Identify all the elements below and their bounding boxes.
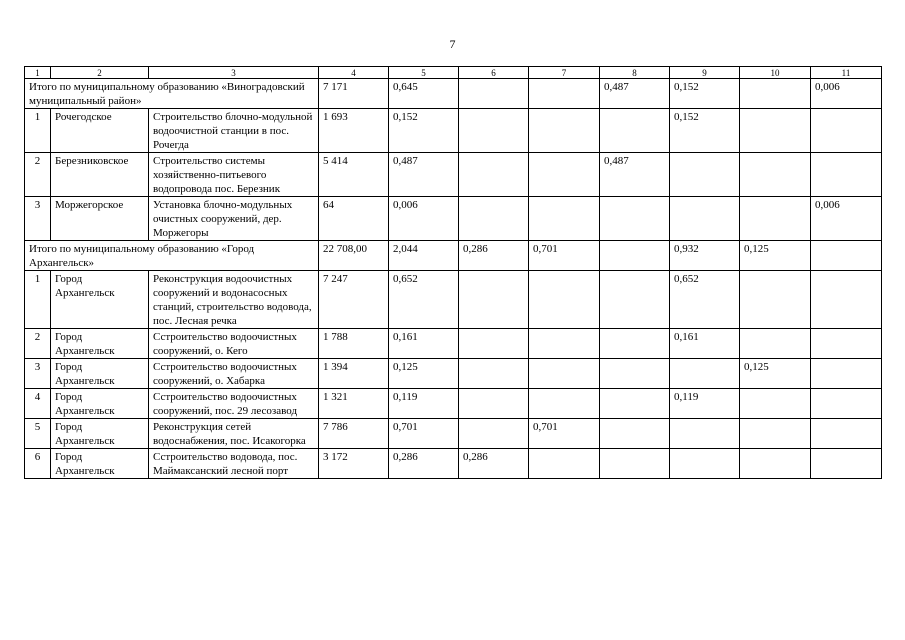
value-cell: 0,161 xyxy=(670,329,740,359)
column-header: 11 xyxy=(811,67,882,79)
value-cell xyxy=(811,241,882,271)
value-cell xyxy=(600,449,670,479)
row-number: 2 xyxy=(25,153,51,197)
column-header: 8 xyxy=(600,67,670,79)
value-cell xyxy=(529,109,600,153)
value-cell xyxy=(600,271,670,329)
value-cell xyxy=(670,153,740,197)
value-cell xyxy=(811,389,882,419)
object-description: Строительство системы хозяйственно-питьевого водопровода пос. Березник xyxy=(149,153,319,197)
value-cell: 0,487 xyxy=(600,79,670,109)
value-cell xyxy=(459,359,529,389)
table-row xyxy=(25,109,882,153)
table-row xyxy=(25,329,882,359)
value-cell xyxy=(740,79,811,109)
municipality-name: Город Архангельск xyxy=(51,419,149,449)
value-cell: 0,645 xyxy=(389,79,459,109)
value-cell xyxy=(740,449,811,479)
summary-label: Итого по муниципальному образованию «Виноградовский муниципальный район» xyxy=(25,79,319,109)
value-cell xyxy=(670,449,740,479)
value-cell xyxy=(459,271,529,329)
municipality-name: Город Архангельск xyxy=(51,329,149,359)
value-cell: 0,125 xyxy=(740,241,811,271)
value-cell xyxy=(459,109,529,153)
value-cell xyxy=(529,153,600,197)
value-cell xyxy=(529,359,600,389)
value-cell: 2,044 xyxy=(389,241,459,271)
value-cell xyxy=(811,329,882,359)
municipality-name: Моржегорское xyxy=(51,197,149,241)
value-cell xyxy=(529,79,600,109)
value-cell xyxy=(459,389,529,419)
value-cell: 0,286 xyxy=(459,449,529,479)
value-cell xyxy=(529,329,600,359)
value-cell xyxy=(600,241,670,271)
value-cell xyxy=(740,389,811,419)
value-cell: 0,652 xyxy=(670,271,740,329)
column-header: 2 xyxy=(51,67,149,79)
object-description: Сстроительство водоочистных сооружений, о. Кего xyxy=(149,329,319,359)
value-cell xyxy=(740,109,811,153)
summary-row xyxy=(25,79,882,109)
value-cell xyxy=(600,109,670,153)
value-cell: 0,119 xyxy=(389,389,459,419)
value-cell: 0,932 xyxy=(670,241,740,271)
value-cell xyxy=(459,197,529,241)
value-cell xyxy=(670,419,740,449)
value-cell: 7 171 xyxy=(319,79,389,109)
value-cell xyxy=(459,153,529,197)
value-cell xyxy=(600,359,670,389)
value-cell xyxy=(670,197,740,241)
value-cell xyxy=(529,449,600,479)
value-cell: 1 394 xyxy=(319,359,389,389)
value-cell: 0,125 xyxy=(740,359,811,389)
value-cell: 1 693 xyxy=(319,109,389,153)
value-cell: 3 172 xyxy=(319,449,389,479)
value-cell xyxy=(529,271,600,329)
table-row xyxy=(25,389,882,419)
column-header: 4 xyxy=(319,67,389,79)
value-cell xyxy=(811,419,882,449)
column-header: 5 xyxy=(389,67,459,79)
value-cell: 0,701 xyxy=(389,419,459,449)
object-description: Сстроительство водоочистных сооружений, о. Хабарка xyxy=(149,359,319,389)
value-cell: 0,006 xyxy=(389,197,459,241)
value-cell xyxy=(811,449,882,479)
municipality-name: Рочегодское xyxy=(51,109,149,153)
summary-label: Итого по муниципальному образованию «Город Архангельск» xyxy=(25,241,319,271)
data-table xyxy=(24,66,882,479)
table-row xyxy=(25,153,882,197)
row-number: 2 xyxy=(25,329,51,359)
value-cell xyxy=(600,389,670,419)
value-cell: 0,652 xyxy=(389,271,459,329)
value-cell: 22 708,00 xyxy=(319,241,389,271)
value-cell xyxy=(811,109,882,153)
value-cell xyxy=(811,153,882,197)
object-description: Сстроительство водоочистных сооружений, пос. 29 лесозавод xyxy=(149,389,319,419)
object-description: Реконструкция сетей водоснабжения, пос. Исакогорка xyxy=(149,419,319,449)
municipality-name: Город Архангельск xyxy=(51,389,149,419)
table-row xyxy=(25,419,882,449)
value-cell: 7 786 xyxy=(319,419,389,449)
column-header: 3 xyxy=(149,67,319,79)
value-cell: 7 247 xyxy=(319,271,389,329)
value-cell: 0,286 xyxy=(459,241,529,271)
value-cell: 0,701 xyxy=(529,241,600,271)
value-cell xyxy=(459,329,529,359)
column-header: 6 xyxy=(459,67,529,79)
object-description: Реконструкция водоочистных сооружений и водонасосных станций, строительство водовода, пос. Лесная речка xyxy=(149,271,319,329)
value-cell xyxy=(811,359,882,389)
column-header: 10 xyxy=(740,67,811,79)
table-row xyxy=(25,271,882,329)
value-cell: 0,125 xyxy=(389,359,459,389)
row-number: 4 xyxy=(25,389,51,419)
value-cell: 0,701 xyxy=(529,419,600,449)
value-cell: 0,006 xyxy=(811,79,882,109)
value-cell: 1 321 xyxy=(319,389,389,419)
value-cell: 0,152 xyxy=(389,109,459,153)
summary-row xyxy=(25,241,882,271)
value-cell xyxy=(811,271,882,329)
page-number: 7 xyxy=(449,37,456,51)
value-cell: 0,006 xyxy=(811,197,882,241)
row-number: 6 xyxy=(25,449,51,479)
value-cell: 0,152 xyxy=(670,79,740,109)
value-cell xyxy=(600,197,670,241)
value-cell xyxy=(529,389,600,419)
value-cell: 0,286 xyxy=(389,449,459,479)
value-cell xyxy=(529,197,600,241)
object-description: Строительство блочно-модульной водоочистной станции в пос. Рочегда xyxy=(149,109,319,153)
row-number: 3 xyxy=(25,359,51,389)
row-number: 5 xyxy=(25,419,51,449)
value-cell: 0,487 xyxy=(600,153,670,197)
value-cell xyxy=(740,197,811,241)
value-cell: 0,119 xyxy=(670,389,740,419)
value-cell xyxy=(670,359,740,389)
column-header: 9 xyxy=(670,67,740,79)
object-description: Сстроительство водовода, пос. Маймаксанский лесной порт xyxy=(149,449,319,479)
value-cell: 5 414 xyxy=(319,153,389,197)
column-header: 7 xyxy=(529,67,600,79)
value-cell: 0,161 xyxy=(389,329,459,359)
value-cell: 1 788 xyxy=(319,329,389,359)
row-number: 1 xyxy=(25,109,51,153)
row-number: 3 xyxy=(25,197,51,241)
value-cell xyxy=(459,79,529,109)
value-cell: 0,487 xyxy=(389,153,459,197)
municipality-name: Березниковское xyxy=(51,153,149,197)
value-cell xyxy=(740,329,811,359)
municipality-name: Город Архангельск xyxy=(51,271,149,329)
value-cell: 0,152 xyxy=(670,109,740,153)
row-number: 1 xyxy=(25,271,51,329)
value-cell xyxy=(459,419,529,449)
column-header: 1 xyxy=(25,67,51,79)
municipality-name: Город Архангельск xyxy=(51,449,149,479)
object-description: Установка блочно-модульных очистных сооружений, дер. Моржегоры xyxy=(149,197,319,241)
value-cell xyxy=(740,271,811,329)
table-header-row xyxy=(25,67,882,79)
value-cell xyxy=(740,419,811,449)
value-cell xyxy=(600,329,670,359)
value-cell xyxy=(740,153,811,197)
value-cell xyxy=(600,419,670,449)
table-row xyxy=(25,197,882,241)
table-row xyxy=(25,449,882,479)
value-cell: 64 xyxy=(319,197,389,241)
municipality-name: Город Архангельск xyxy=(51,359,149,389)
table-row xyxy=(25,359,882,389)
